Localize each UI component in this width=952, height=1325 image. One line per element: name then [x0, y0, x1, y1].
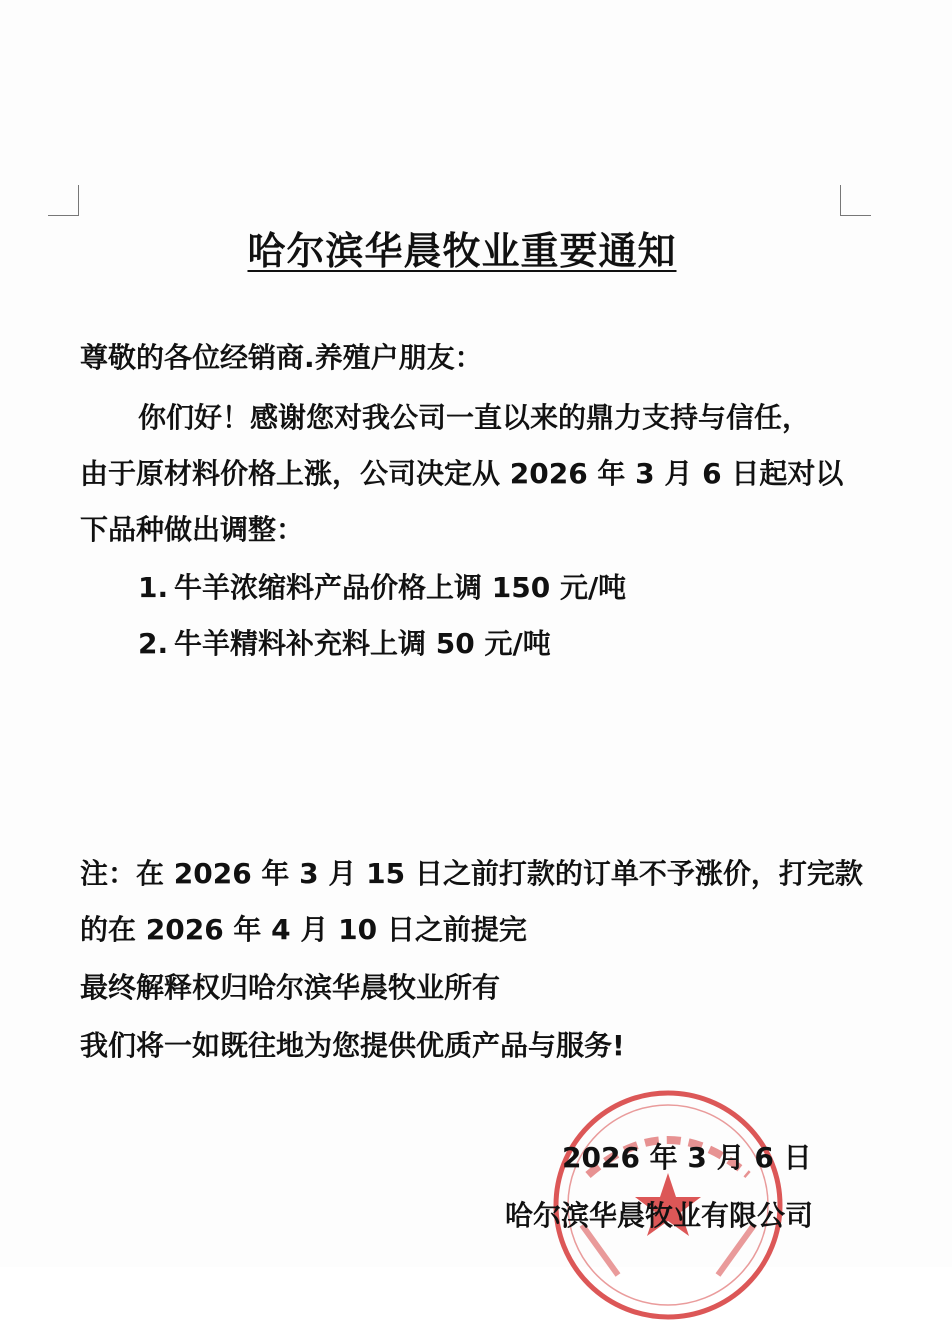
note-line-1: 注：在 2026 年 3 月 15 日之前打款的订单不予涨价，打完款 — [80, 857, 863, 890]
crop-mark-left — [48, 185, 79, 216]
document-title — [0, 220, 924, 275]
crop-mark-right — [840, 185, 871, 216]
list-item-text: 牛羊浓缩料产品价格上调 150 元/吨 — [174, 571, 627, 604]
list-item-number: 2. — [138, 627, 169, 660]
body-line-2: 由于原材料价格上涨，公司决定从 2026 年 3 月 6 日起对以 — [80, 457, 844, 490]
list-item-text: 牛羊精料补充料上调 50 元/吨 — [174, 627, 551, 660]
note-line-4: 我们将一如既往地为您提供优质产品与服务! — [80, 1029, 625, 1062]
body-line-1: 你们好！感谢您对我公司一直以来的鼎力支持与信任， — [138, 401, 811, 434]
document-title-text: 哈尔滨华晨牧业重要通知 — [247, 229, 677, 273]
signature-company: 哈尔滨华晨牧业有限公司 — [505, 1199, 814, 1232]
signature-date: 2026 年 3 月 6 日 — [562, 1141, 812, 1174]
body-line-3: 下品种做出调整： — [80, 513, 305, 546]
list-item-number: 1. — [138, 571, 169, 604]
salutation: 尊敬的各位经销商.养殖户朋友： — [80, 341, 483, 374]
note-line-3: 最终解释权归哈尔滨华晨牧业所有 — [80, 971, 501, 1004]
list-item-1 — [138, 568, 626, 608]
note-line-2: 的在 2026 年 4 月 10 日之前提完 — [80, 913, 527, 946]
list-item-2 — [138, 624, 551, 664]
